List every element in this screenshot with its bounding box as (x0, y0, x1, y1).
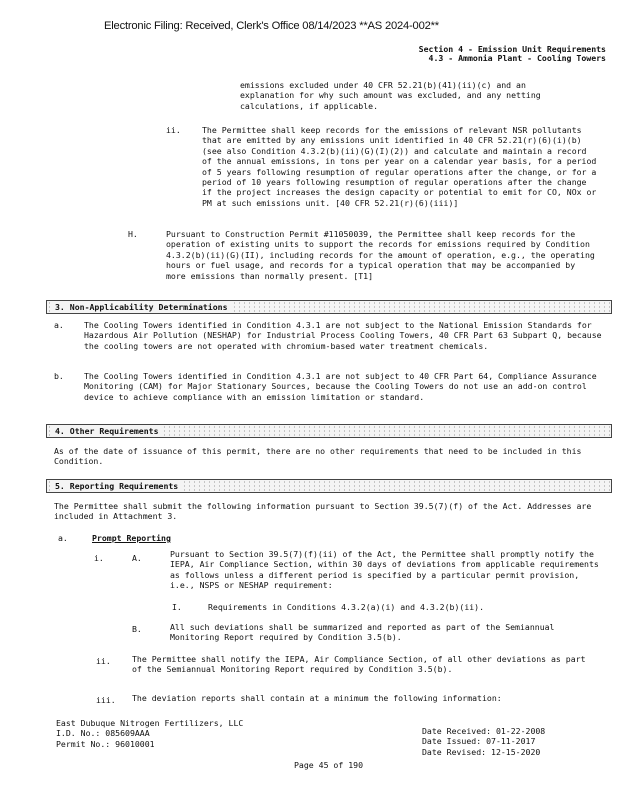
item-B-text: All such deviations shall be summarized and reported as part of the Semiannual Monitoring Report required by Condition 3.5(b). (170, 622, 555, 643)
item-ii2-text: The Permittee shall notify the IEPA, Air Compliance Section, of all other deviations as part of the Semiannual Monitoring Report required by Condition 3.5(b). (132, 654, 586, 675)
item-iii-text: The deviation reports shall contain at a minimum the following information: (132, 693, 502, 703)
section-5-intro: The Permittee shall submit the following information pursuant to Section 39.5(7)(f) of the Act. Addresses are included in Attachment 3. (54, 501, 592, 522)
section-3-item-b-label: b. (54, 371, 64, 381)
item-I-text: Requirements in Conditions 4.3.2(a)(i) and 4.3.2(b)(ii). (208, 602, 485, 612)
section-3-title: 3. Non-Applicability Determinations (55, 302, 228, 312)
section-4-title: 4. Other Requirements (55, 426, 159, 436)
item-ii-label: ii. (166, 125, 181, 135)
item-I-label: I. (172, 602, 182, 612)
item-i-label: i. (94, 553, 104, 563)
section-header-line2: 4.3 - Ammonia Plant - Cooling Towers (428, 53, 606, 63)
filing-stamp: Electronic Filing: Received, Clerk's Office 08/14/2023 **AS 2024-002** (104, 20, 439, 32)
footer-date-received: Date Received: 01-22-2008 (422, 726, 546, 736)
prompt-reporting-title: Prompt Reporting (92, 533, 171, 543)
section-5-title: 5. Reporting Requirements (55, 481, 179, 491)
prompt-reporting-label: a. (58, 533, 68, 543)
item-B-label: B. (132, 624, 142, 634)
footer-date-revised: Date Revised: 12-15-2020 (422, 746, 541, 757)
section-3-item-b-text: The Cooling Towers identified in Condition 4.3.1 are not subject to 40 CFR Part 64, Compliance Assurance Monitoring (CAM) for Major Stationary Sources, because the Cooling Towers do not use an add-on control device to achieve compliance with an emission limitation or standard. (84, 371, 597, 402)
page-number: Page 45 of 190 (294, 760, 364, 770)
section-5-bar (46, 479, 612, 493)
footer-dates (422, 726, 545, 757)
section-header-line1: Section 4 - Emission Unit Requirements (418, 44, 606, 54)
item-iii-label: iii. (96, 695, 116, 705)
section-4-bar (46, 424, 612, 438)
section-3-bar (46, 300, 612, 314)
footer-company: East Dubuque Nitrogen Fertilizers, LLC (56, 718, 244, 728)
footer-permit: Permit No.: 96010001 (56, 738, 155, 749)
footer-id: I.D. No.: 085609AAA (56, 728, 150, 739)
section-3-item-a-text: The Cooling Towers identified in Condition 4.3.1 are not subject to the National Emission Standards for Hazardous Air Pollution (NESHAP) for Industrial Process Cooling Towers, 40 CFR Part 63 Subpart Q, because the cooling towers are not operated with chromium-based water treatment chemicals. (84, 320, 602, 351)
item-A-label: A. (132, 553, 142, 563)
footer-date-issued: Date Issued: 07-11-2017 (422, 736, 536, 747)
section-4-text: As of the date of issuance of this permit, there are no other requirements that need to be included in this Condition. (54, 446, 582, 467)
section-3-item-a-label: a. (54, 320, 64, 330)
item-H-label: H. (128, 229, 138, 239)
item-A-text: Pursuant to Section 39.5(7)(f)(ii) of the Act, the Permittee shall promptly notify the IEPA, Air Compliance Section, within 30 days of deviations from applicable requirements as follows unless a different period is specified by a particular permit provision, i.e., NSPS or NESHAP requirement: (170, 549, 599, 591)
continued-paragraph: emissions excluded under 40 CFR 52.21(b)(41)(ii)(c) and an explanation for why such amount was excluded, and any netting calculations, if applicable. (240, 80, 541, 111)
item-ii2-label: ii. (96, 656, 111, 666)
footer-facility-info (56, 718, 243, 749)
item-ii-text: The Permittee shall keep records for the emissions of relevant NSR pollutants that are emitted by any emissions unit identified in 40 CFR 52.21(r)(6)(i)(b) (see also Condition 4.3.2(b)(ii)(G)(I)(2)) and calculate and maintain a record of the annual emissions, in tons per year on a calendar year basis, for a period of 5 years following resumption of regular operations after the change, or for a period of 10 years following resumption of regular operations after the change if the project increases the design capacity or potential to emit for CO, NOx or PM at such emissions unit. [40 CFR 52.21(r)(6)(iii)] (202, 125, 597, 208)
item-H-text: Pursuant to Construction Permit #11050039, the Permittee shall keep records for the operation of existing units to support the records for emissions required by Condition 4.3.2(b)(ii)(G)(II), including records for the amount of operation, e.g., the operating hours or fuel usage, and records for a typical operation that may be accompanied by more emissions than normally present. [T1] (166, 229, 595, 281)
